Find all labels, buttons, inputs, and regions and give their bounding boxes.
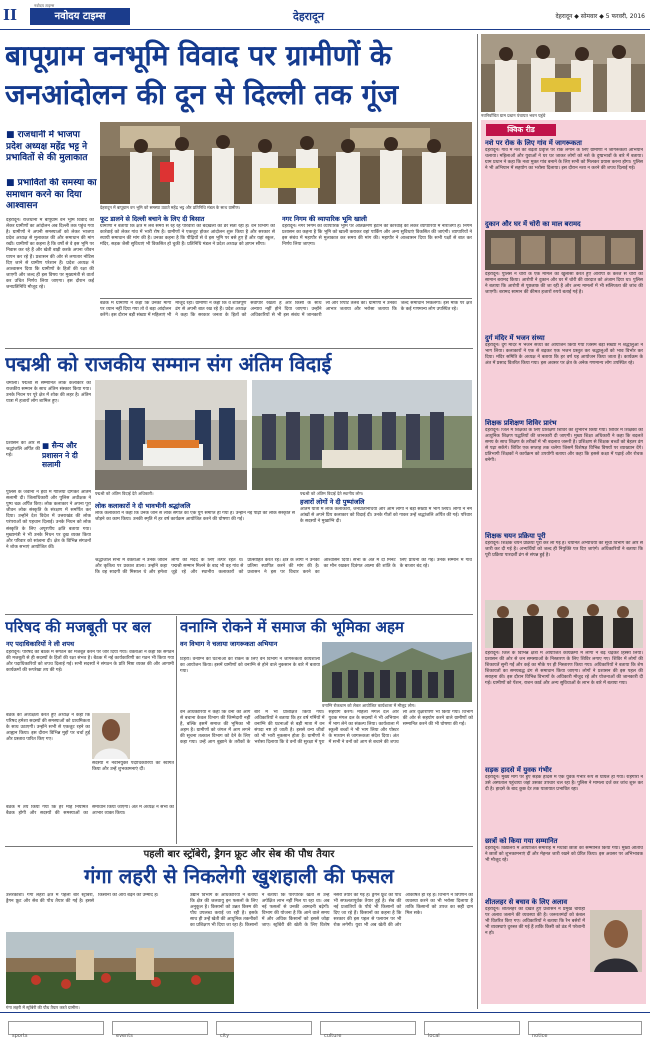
quick-read-photo-2-image [485, 600, 643, 648]
padma-side-body: अंतिम यात्रा में लोक कलाकारों, जनप्रतिनिधियों और आम लोगों ने बड़ी संख्या में भाग लिया। लोगों ने नम आंखों से अपने प्रिय कलाकार को विदाई दी। उनके गीतों को गाकर उन्हें श्रद्धांजलि अर्पित की गई। परिवार के सदस्यों ने मुखाग्नि दी। [300, 507, 472, 525]
lead-photo [100, 122, 472, 204]
forest-body-1: टिहरी। वनाग्नि की घटनाओं को रोकने के लिए वन विभाग ने जागरूकता कार्यशाला का आयोजन किया। इसमें ग्रामीणों को वनाग्नि से होने वाले नुकसान के बारे में बताया गया। [180, 657, 320, 675]
parishad-sub: नए पदाधिकारियों ने ली शपथ [6, 640, 75, 648]
parishad-body-1: देहरादून। परिषद की बैठक में संगठन को मजबूत करने पर जोर दिया गया। वक्ताओं ने कहा कि संगठन की मजबूती से ही सदस्यों के हितों की रक्षा संभव है। बैठक में नई कार्यकारिणी का गठन भी किया गया और पदाधिकारियों को शपथ दिलाई गई। सभी सदस्यों ने संगठन के प्रति निष्ठा व्यक्त की और आगामी कार्यक्रमों की रूपरेखा तय की गई। [6, 650, 174, 674]
quick-read-title: क्विक रीड [486, 124, 556, 136]
bottom-strip-label-5: local [428, 1033, 440, 1039]
bottom-strip-item-6 [528, 1021, 642, 1039]
quick-read-head-6: सड़क हादसे में युवक गंभीर [485, 766, 552, 774]
right-column-divider [477, 34, 478, 1009]
padma-top-divider [5, 348, 473, 349]
ganga-photo-caption: गंगा लहरी में स्ट्रॉबेरी की पौध तैयार करते ग्रामीण। [6, 1005, 80, 1010]
lead-subhead-right: नगर निगम की व्यापारिक भूमि खाली [282, 215, 367, 223]
bottom-strip-label-4: culture [324, 1033, 342, 1039]
right-top-photo [481, 34, 645, 112]
padma-body-col1b: प्रशासन की ओर से श्रद्धांजलि अर्पित की गई। [6, 441, 40, 459]
lead-body-bottom: बैठक में ग्रामीणों ने कहा कि उनकी मांगों पर ध्यान नहीं दिया गया तो वे बड़ा आंदोलन करेंगे। इस दौरान बड़ी संख्या में महिलाएं भी मौजूद रहीं। ग्रामीणों ने कहा कि वे शांतिपूर्ण ढंग से अपनी बात रख रहे हैं। प्रदेश अध्यक्ष ने कहा कि सरकार जनता के हितों को सर्वोपरि रखती है और किसी के साथ अन्याय नहीं होने दिया जाएगा। उन्होंने अधिकारियों से भी इस संबंध में जानकारी ली और रिपोर्ट तलब की। ग्रामीणों ने उनका आभार जताया और भरोसा जताया कि जल्द समाधान निकलेगा। इस मौके पर क्षेत्र के कई गणमान्य लोग उपस्थित रहे। [100, 301, 472, 319]
ganga-kicker: पहली बार स्ट्रॉबेरी, ड्रैगन फ्रूट और सेब की पौध तैयार [143, 849, 335, 860]
lead-bullet-1: ■ राजधानी में भाजपा प्रदेश अध्यक्ष महेंद्र भट्ट ने प्रभावितों से की मुलाकात [6, 130, 88, 163]
parishad-headline: परिषद की मजबूती पर बल [5, 618, 151, 636]
lead-photo-caption: देहरादून में बापूग्राम वन भूमि को समस्या उठाते महेंद्र भट्ट और प्रतिनिधि मंडल के साथ ग्रामीण। [100, 205, 241, 210]
bottom-strip-item-4 [320, 1021, 416, 1039]
forest-photo-image [322, 642, 472, 702]
ganga-body-1: उत्तरकाशी। गंगा लहरी क्षेत्र में पहली बार स्ट्रॉबेरी, ड्रैगन फ्रूट और सेब की पौध तैयार की गई है। इससे किसानों की आय बढ़ने की उम्मीद है। [6, 893, 159, 905]
quick-read-body-6: देहरादून। जिले के विभिन्न क्षेत्रों में आयोजित कार्यक्रमों में लोगों ने बढ़ चढ़कर हिस्सा लिया। प्रशासन की ओर से जन समस्याओं के निस्तारण के लिए शिविर लगाए गए। शिविर में लोगों की शिकायतें सुनी गईं और कई का मौके पर ही निस्तारण किया गया। अधिकारियों ने बताया कि शेष शिकायतों का समयबद्ध ढंग से समाधान किया जाएगा। लोगों ने प्रशासन की इस पहल की सराहना की। इस दौरान विभिन्न विभागों के अधिकारी मौजूद रहे और योजनाओं की जानकारी दी गई। ग्रामीणों को पेंशन, राशन कार्ड और अन्य सुविधाओं के लाभ के बारे में बताया गया। [485, 651, 643, 687]
padma-photo-1-image [95, 380, 247, 490]
quick-read-body-3: देहरादून। दुर्ग मंदिर में भजन संध्या का आयोजन किया गया जिसमें बड़ी संख्या में श्रद्धालुओं ने भाग लिया। कलाकारों ने एक से बढ़कर एक भजन प्रस्तुत कर श्रद्धालुओं को भाव विभोर कर दिया। मंदिर समिति के अध्यक्ष ने बताया कि हर वर्ष यह आयोजन किया जाता है। कार्यक्रम के अंत में प्रसाद वितरित किया गया। इस अवसर पर क्षेत्र के अनेक गणमान्य लोग उपस्थित रहे। [485, 343, 643, 367]
padma-bullet: ■ सैन्य और प्रशासन ने दी सलामी [42, 441, 78, 469]
quick-read-head-8: शीतलहर से बचाव के लिए अलाव [485, 898, 568, 906]
bottom-strip [0, 1012, 650, 1043]
parishad-photo-image [92, 713, 130, 759]
parishad-body-4: बैठक में तय किया गया कि हर माह नियमित बैठक होगी और सदस्यों की समस्याओं का समाधान किया जाएगा। अंत में अध्यक्ष ने सभी का आभार व्यक्त किया। [6, 805, 174, 817]
lead-headline-line1: बापूग्राम वनभूमि विवाद पर ग्रामीणों के [5, 39, 392, 72]
quick-read-photo-1-image [485, 230, 643, 270]
page-number: II [3, 6, 18, 24]
padma-photo-2 [252, 380, 472, 490]
forest-headline: वनाग्नि रोकने में समाज की भूमिका अहम [180, 618, 404, 636]
forest-sub: वन विभाग ने चलाया जागरूकता अभियान [180, 640, 278, 648]
padma-body-col1c: पुलिस के जवानों ने हवा में गोलियां दागकर अंतिम सलामी दी। जिलाधिकारी और पुलिस अधीक्षक ने पुष्प चक्र अर्पित किए। लोक कलाकार ने अपना पूरा जीवन लोक संस्कृति के संरक्षण में समर्पित कर दिया। उन्होंने देश विदेश में उत्तराखंड की लोक परंपराओं को पहचान दिलाई। उनके निधन को लोक संस्कृति के लिए अपूरणीय क्षति बताया गया। मुख्यमंत्री ने भी उनके निधन पर दुख व्यक्त किया और परिवार को सांत्वना दी। क्षेत्र के विभिन्न संगठनों ने शोक सभाएं आयोजित कीं। [6, 490, 91, 550]
padma-photo-caption-right: पद्मश्री को अंतिम विदाई देते स्थानीय लोग। [300, 491, 364, 496]
padma-headline: पद्मश्री को राजकीय सम्मान संग अंतिम विदाई [5, 352, 332, 376]
ganga-body-2: उद्यान विभाग के अधिकारियों ने बताया कि क्षेत्र की जलवायु इन फसलों के लिए अनुकूल है। किसानों को उन्नत किस्म की पौध उपलब्ध कराई जा रही है। इसके साथ ही उन्हें खेती की आधुनिक तकनीकों का प्रशिक्षण भी दिया जा रहा है। किसानों ने बताया कि पारंपरिक खेती से उन्हें अपेक्षित लाभ नहीं मिल पा रहा था। अब नई फसलों से उनकी आमदनी बढ़ेगी। विभाग की योजना है कि आने वाले समय में और अधिक किसानों को इससे जोड़ा जाए। स्ट्रॉबेरी की खेती के लिए विशेष नर्सरी तैयार की गई है। ड्रैगन फ्रूट की पौध भी सफलतापूर्वक तैयार हुई है। सेब की नई प्रजातियों के पौधे भी किसानों को दिए जा रहे हैं। किसानों का कहना है कि सरकार की इस पहल से पलायन पर भी रोक लगेगी। युवा भी अब खेती की ओर आकर्षित हो रहे हैं। विभाग ने विपणन की व्यवस्था करने का भी भरोसा दिलाया है ताकि किसानों को उपज का सही दाम मिल सके। [190, 893, 473, 929]
masthead-date: देहरादून ◆ सोमवार ◆ 5 फरवरी, 2016 [555, 13, 645, 20]
quick-read-body-4: देहरादून। जिले में शिक्षकों के लिए प्रशिक्षण शिविर का शुभारंभ किया गया। शिविर में शिक्षकों को आधुनिक शिक्षण पद्धतियों की जानकारी दी जाएगी। मुख्य शिक्षा अधिकारी ने कहा कि बदलते समय के साथ शिक्षण के तरीकों में भी बदलाव जरूरी है। प्रशिक्षण से शिक्षक बच्चों को बेहतर ढंग से पढ़ा सकेंगे। शिविर एक सप्ताह तक चलेगा जिसमें विशेषज्ञ विभिन्न विषयों पर व्याख्यान देंगे। प्रतिभागी शिक्षकों ने कार्यक्रम को उपयोगी बताया और कहा कि इससे कक्षा में पढ़ाई और रोचक बनेगी। [485, 428, 643, 464]
lead-bullet-2: ■ प्रभावितों की समस्या का समाधान करने का दिया आश्वासन [6, 178, 97, 211]
quick-read-portrait-image [590, 910, 642, 972]
padma-side-sub: हजारों लोगों ने दी पुष्पांजलि [300, 498, 365, 506]
parishad-photo [92, 713, 130, 759]
right-top-photo-image [481, 34, 645, 112]
padma-body-mid: लोक कलाकारों ने कहा कि उनके जाने से लोक संगीत का एक युग समाप्त हो गया है। उन्होंने नई पीढ़ी को लोक संस्कृति से जोड़ने का काम किया। उनकी स्मृति में हर वर्ष कार्यक्रम आयोजित करने की घोषणा की गई। [95, 511, 295, 523]
bottom-strip-item-1 [8, 1021, 104, 1039]
quick-read-head-5: शिक्षक चयन प्रक्रिया पूरी [485, 532, 546, 540]
quick-read-photo-1 [485, 230, 643, 270]
bottom-strip-label-3: city [220, 1033, 230, 1039]
bottom-strip-item-3 [216, 1021, 312, 1039]
bottom-strip-label-1: sports [12, 1033, 28, 1039]
padma-photo-caption: पद्मश्री को अंतिम विदाई देते अधिकारी। [95, 491, 154, 496]
parishad-body-3: सदस्यों ने नवनियुक्त पदाधिकारियों का स्वागत किया और उन्हें शुभकामनाएं दीं। [92, 761, 174, 773]
lead-subhead-left: फूट डालने से दिल्ली बचाने के लिए दी बिसात [100, 215, 205, 223]
quick-read-body-5: देहरादून। शिक्षक चयन प्रक्रिया पूरी कर ली गई है। चयनित अभ्यर्थियों की सूची विभाग की ओर से जारी कर दी गई है। अभ्यर्थियों को जल्द ही नियुक्ति पत्र दिए जाएंगे। अधिकारियों ने बताया कि पूरी प्रक्रिया पारदर्शी ढंग से संपन्न हुई है। [485, 541, 643, 559]
quick-read-body-9: देहरादून। शीतलहर को देखते हुए प्रशासन ने प्रमुख चौराहों पर अलाव जलाने की व्यवस्था की है। जरूरतमंदों को कंबल भी वितरित किए गए। अधिकारियों ने बताया कि रैन बसेरों में भी व्यवस्थाएं दुरुस्त की गई हैं ताकि किसी को ठंड में परेशानी न हो। [485, 907, 585, 937]
padma-photo-2-image [252, 380, 472, 490]
quick-read-body-1: देहरादून। गांव में नशे की बढ़ती प्रवृत्ति पर रोक लगाने के लिए ग्रामीणों ने जागरूकता अभियान चलाया। महिलाओं और युवाओं ने घर घर जाकर लोगों को नशे के दुष्प्रभावों के बारे में बताया। ग्राम प्रधान ने कहा कि नशा मुक्त गांव बनाने के लिए सभी को मिलकर प्रयास करना होगा। पुलिस ने भी अभियान में सहयोग का भरोसा दिलाया। इस दौरान नशा न करने की शपथ दिलाई गई। [485, 148, 643, 172]
quick-read-photo-2 [485, 600, 643, 648]
quick-read-head-4: शिक्षक प्रशिक्षण शिविर प्रारंभ [485, 419, 557, 427]
forest-left-divider [176, 616, 177, 844]
quick-read-body-8: देहरादून। विद्यालय में आयोजित समारोह में मेधावी छात्रों को सम्मानित किया गया। मुख्य अतिथि ने छात्रों को शुभकामनाएं दीं और मेहनत जारी रखने को प्रेरित किया। इस अवसर पर अभिभावक भी मौजूद रहे। [485, 846, 643, 864]
quick-read-head-2: दुकान और घर में चोरी का माल बरामद [485, 220, 581, 228]
masthead-small-caption: नवोदय टाइम्स [34, 3, 55, 8]
bottom-strip-item-2 [112, 1021, 208, 1039]
lead-headline-line2: जनआंदोलन की दून से दिल्ली तक गूंज [5, 78, 399, 111]
section-label: देहरादून [293, 10, 324, 23]
forest-photo [322, 642, 472, 702]
ganga-top-divider [5, 846, 473, 847]
padma-photo-1 [95, 380, 247, 490]
right-top-photo-caption: नवनिर्वाचित ग्राम प्रधान पंचायत भवन पहुंचे [481, 113, 546, 118]
quick-read-head-7: छात्रों को किया गया सम्मानित [485, 837, 558, 845]
padma-sub-heading: लोक कलाकारों ने दी भावभीनी श्रद्धांजलि [95, 502, 191, 510]
forest-body-2: वन अधिकारियों ने कहा कि वनों को आग से बचाना केवल विभाग की जिम्मेदारी नहीं है, बल्कि इसमें समाज की भूमिका भी अहम है। ग्रामीणों को जंगल में आग लगने की सूचना तत्काल विभाग को देने के लिए कहा गया। उन्हें आग बुझाने के तरीकों के बारे में भी प्रशिक्षित किया गया। अधिकारियों ने बताया कि हर वर्ष गर्मियों में वनाग्नि की घटनाओं से बड़ी मात्रा में वन संपदा नष्ट हो जाती है। इससे वन्य जीवों को भी भारी नुकसान होता है। ग्रामीणों ने भरोसा दिलाया कि वे वनों की सुरक्षा में पूरा सहयोग करेंगे। महिला मंगल दल और युवक मंगल दल के सदस्यों ने भी अभियान में भाग लेने का संकल्प लिया। कार्यशाला में स्कूली बच्चों ने भी भाग लिया और पोस्टर के माध्यम से जागरूकता संदेश दिया। अंत में सभी ने वनों को आग से बचाने की शपथ ली और वृक्षारोपण भी किया गया। विभाग की ओर से सहयोग करने वाले ग्रामीणों को सम्मानित करने की भी घोषणा की गई। [180, 710, 473, 746]
padma-body-col1: चमोली। पद्मश्री से सम्मानित लोक कलाकार का राजकीय सम्मान के साथ अंतिम संस्कार किया गया। उनके निधन पर पूरे क्षेत्र में शोक की लहर है। अंतिम यात्रा में हजारों लोग शामिल हुए। [6, 381, 91, 405]
bottom-strip-item-5 [424, 1021, 520, 1039]
parishad-top-divider [5, 614, 473, 615]
lead-body-mid-left: ग्रामीणों ने बताया कि क्षेत्र में लंबे समय से रह रहे परिवारों को बेदखली का डर सता रहा है। वन विभाग की कार्रवाई को लेकर गांव में भारी रोष है। ग्रामीणों ने एकजुट होकर आंदोलन शुरू किया है और सरकार से स्थायी समाधान की मांग की है। उनका कहना है कि पीढ़ियों से वे इस भूमि पर बसे हुए हैं और यहां स्कूल, मंदिर, सड़क जैसी सुविधाएं भी विकसित हो चुकी हैं। प्रतिनिधि मंडल ने प्रदेश अध्यक्ष को ज्ञापन सौंपा। [100, 224, 275, 248]
quick-read-body-2: देहरादून। पुलिस ने चोरी के एक मामले का खुलासा करते हुए आरोपी के कब्जे से चोरी का सामान बरामद किया। आरोपी ने दुकान और घर में चोरी की वारदात को अंजाम दिया था। पुलिस ने बताया कि आरोपी से पूछताछ की जा रही है और अन्य मामलों में भी संलिप्तता की जांच की जाएगी। बरामद सामान की कीमत हजारों रुपये बताई गई है। [485, 272, 643, 296]
quick-read-head-1: नशे पर रोक के लिए गांव में जागरूकता [485, 139, 582, 147]
paper-name: नवोदय टाइम्स [30, 8, 130, 25]
ganga-headline: गंगा लहरी से निकलेगी खुशहाली की फसल [84, 864, 394, 888]
lead-body-col1: देहरादून। राजधानी में बापूग्राम वन भूमि विवाद को लेकर ग्रामीणों का आंदोलन अब दिल्ली तक पहुंच गया है। ग्रामीणों ने अपनी समस्याओं को लेकर भाजपा प्रदेश अध्यक्ष से मुलाकात की और समाधान की मांग रखी। ग्रामीणों का कहना है कि वर्षों से वे इस भूमि पर निवास कर रहे हैं और खेती बाड़ी करके अपना जीवन यापन कर रहे हैं। प्रशासन की ओर से लगातार नोटिस दिए जाने से ग्रामीण परेशान हैं। प्रदेश अध्यक्ष ने आश्वासन दिया कि ग्रामीणों के हितों की रक्षा की जाएगी और जल्द ही इस विषय पर मुख्यमंत्री से वार्ता कर उचित निर्णय लिया जाएगा। इस दौरान कई जनप्रतिनिधि मौजूद रहे। [6, 218, 94, 291]
lead-body-mid-right: देहरादून। नगर निगम की व्यापारिक भूमि पर अतिक्रमण हटाने की कार्रवाई को लेकर व्यापारियों में नाराजगी है। निगम प्रशासन का कहना है कि भूमि को खाली कराकर वहां पार्किंग और अन्य सुविधाएं विकसित की जाएंगी। व्यापारियों ने इस संबंध में महापौर से मुलाकात कर समय की मांग की। महापौर ने आश्वासन दिया कि सभी पक्षों से बात कर निर्णय लिया जाएगा। [282, 224, 472, 248]
quick-read-body-7: देहरादून। मुख्य मार्ग पर हुए सड़क हादसे में एक युवक गंभीर रूप से घायल हो गया। राहगीरों ने उसे अस्पताल पहुंचाया जहां उसका उपचार चल रहा है। पुलिस ने मामला दर्ज कर जांच शुरू कर दी है। हादसे के बाद कुछ देर तक यातायात प्रभावित रहा। [485, 775, 643, 793]
forest-photo-caption: वनाग्नि रोकथाम को लेकर आयोजित कार्यशाला में मौजूद लोग। [322, 703, 416, 708]
parishad-body-2: बैठक की अध्यक्षता करते हुए अध्यक्ष ने कहा कि परिषद हमेशा सदस्यों की समस्याओं को प्राथमिकता के साथ उठाएगी। उन्होंने सभी से एकजुट रहने का आह्वान किया। इस दौरान विभिन्न मुद्दों पर चर्चा हुई और प्रस्ताव पारित किए गए। [6, 713, 90, 743]
masthead [0, 0, 650, 30]
lead-photo-image [100, 122, 472, 204]
lead-divider [100, 298, 472, 299]
quick-read-portrait [590, 910, 642, 972]
padma-body-bottom: श्रद्धांजलि सभा में वक्ताओं ने उनके जीवन और कृतित्व पर प्रकाश डाला। उन्होंने कहा कि वह सादगी की मिसाल थे और हमेशा लोगों की मदद के लिए तत्पर रहते थे। पद्मश्री सम्मान मिलने के बाद भी वह गांव से जुड़े रहे और स्थानीय कलाकारों को प्रोत्साहित करते रहे। क्षेत्र के लोगों ने उनकी प्रतिमा स्थापित करने की मांग की है। प्रशासन ने इस पर विचार करने का आश्वासन दिया। सभा के अंत में दो मिनट का मौन रखकर दिवंगत आत्मा की शांति के लिए प्रार्थना की गई। उनके सम्मान में गांव के बाजार बंद रहे। [95, 558, 472, 576]
bottom-strip-label-2: events [116, 1033, 133, 1039]
bottom-strip-label-6: notice [532, 1033, 548, 1039]
quick-read-head-3: दुर्ग मंदिर में भजन संध्या [485, 334, 545, 342]
